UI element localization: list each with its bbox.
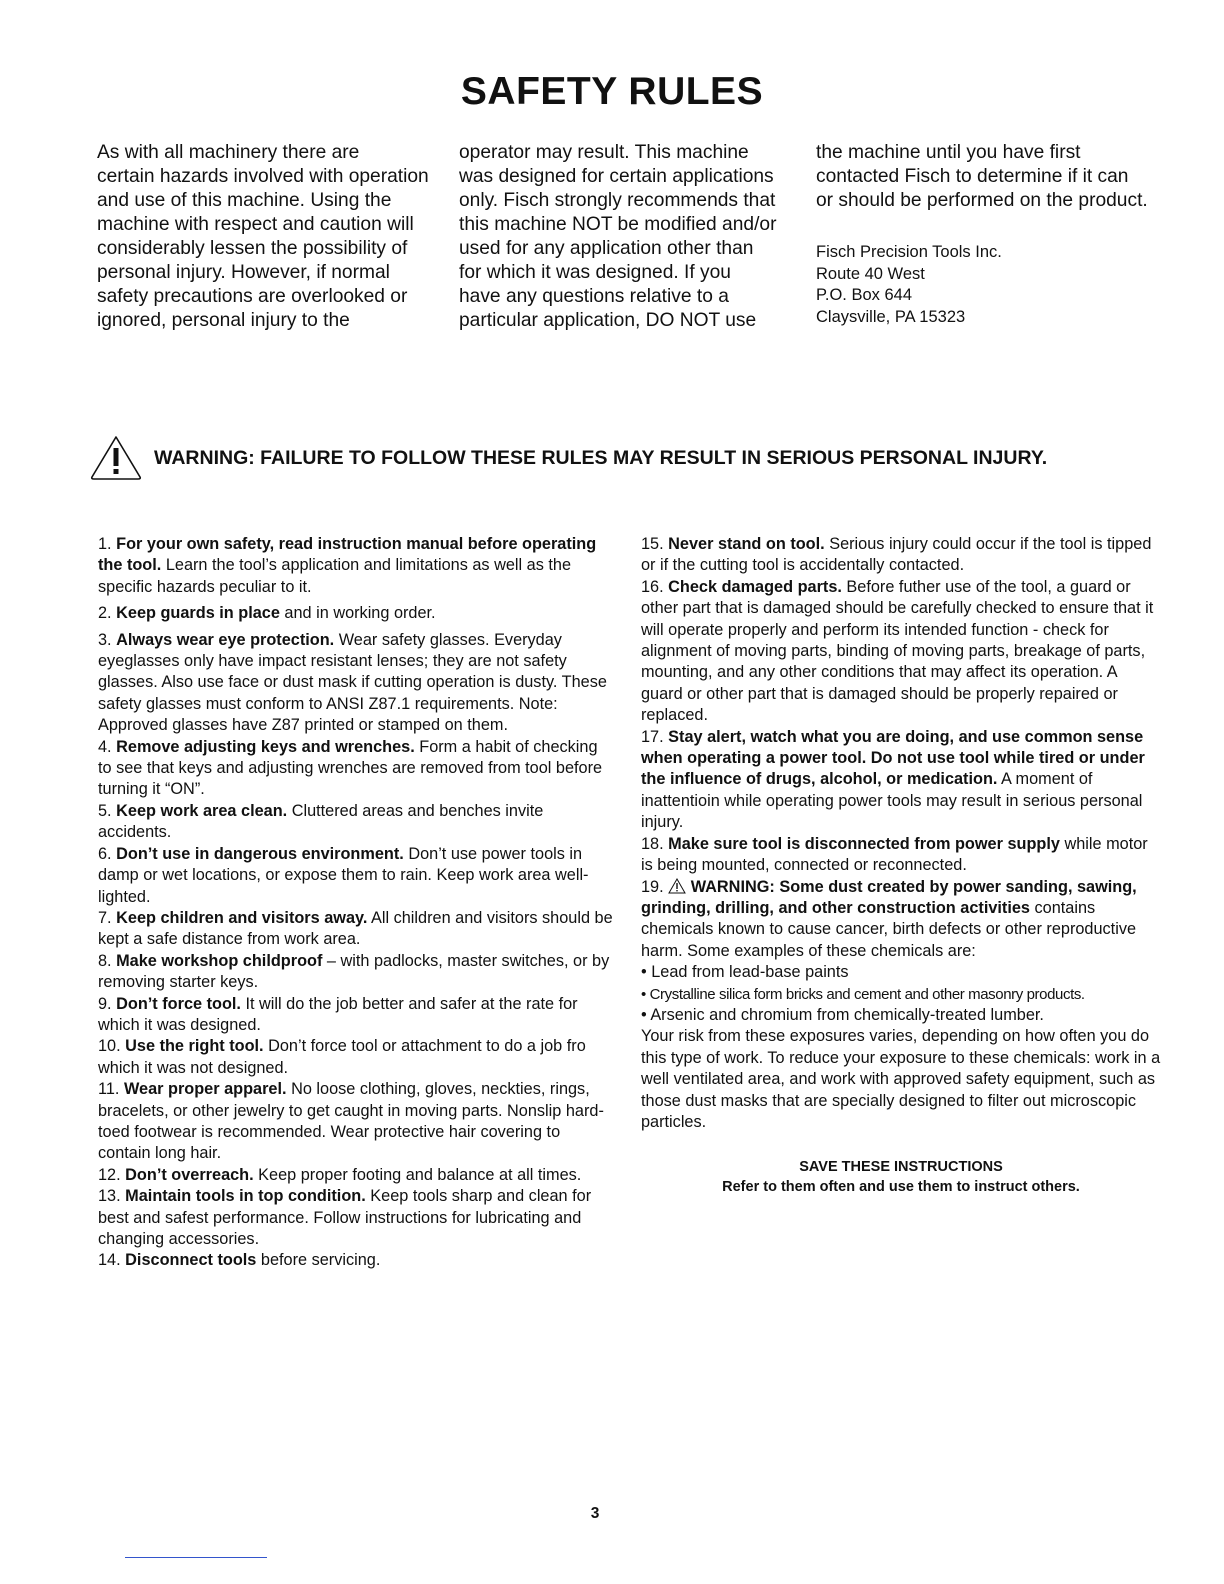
warning-triangle-icon [668,878,686,894]
rule-heading: Stay alert, watch what you are doing, and use common sense when operating a power tool. Do not use tool while tired or under the influence of drugs, alcohol, or medication. [641,727,1145,789]
rule-number: 8. [98,951,112,970]
rule-7 [98,908,613,951]
rule-text: Before futher use of the tool, a guard or other part that is damaged should be carefully checked to ensure that it will operate properly and perform its intended function - check for alignment of moving parts, binding of moving parts, breakage of parts, mounting, and any other conditions that may affect its operation. A guard or other part that is damaged should be properly repaired or replaced. [641,577,1154,725]
rule-number: 16. [641,577,664,596]
rule-text: contains chemicals known to cause cancer, birth defects or other reproductive harm. Some examples of these chemicals are: [641,898,1137,960]
rule-19 [641,877,1161,1134]
save-instructions [641,1157,1161,1197]
rule-text: Don’t force tool or attachment to do a job fro which it was not designed. [98,1037,586,1077]
rule-12 [98,1165,613,1186]
rule-heading: Disconnect tools [125,1251,257,1270]
rule-18 [641,834,1161,877]
rule-9 [98,994,613,1037]
rule-number: 7. [98,908,112,927]
warning-text: WARNING: FAILURE TO FOLLOW THESE RULES MAY RESULT IN SERIOUS PERSONAL INJURY. [154,447,1048,469]
rule-number: 12. [98,1165,121,1184]
rule-number: 18. [641,834,664,853]
chemical-bullet: • Crystalline silica form bricks and cement and other masonry products. [641,985,1085,1003]
rule-text: No loose clothing, gloves, neckties, rings, bracelets, or other jewelry to get caught in moving parts. Nonslip hard-toed footwear is recommended. Wear protective hair covering to contain long hair. [98,1080,604,1163]
rule-14 [98,1250,613,1271]
rule-17 [641,727,1161,834]
rule-text: Wear safety glasses. Everyday eyeglasses only have impact resistant lenses; they are not safety glasses. Also use face or dust mask if cutting operation is dusty. These safety glasses must conform to ANSI Z87.1 requirements. Note: Approved glasses have Z87 printed or stamped on them. [98,630,607,735]
rule-heading: Don’t overreach. [125,1165,254,1184]
rule-text: Don’t use power tools in damp or wet locations, or expose them to rain. Keep work area well-lighted. [98,844,589,906]
rule-text: Keep proper footing and balance at all times. [253,1165,582,1184]
rule-8 [98,951,613,994]
rule-number: 15. [641,535,664,553]
warning-banner [88,433,1188,483]
rule-1 [98,534,613,598]
rule-10 [98,1036,613,1079]
rule-text: Serious injury could occur if the tool is tipped or if the cutting tool is accidentally contacted. [641,535,1152,575]
rule-heading: Remove adjusting keys and wrenches. [116,737,415,756]
rule-heading: Keep work area clean. [116,801,288,820]
save-heading: SAVE THESE INSTRUCTIONS [799,1159,1003,1175]
rule-number: 9. [98,994,112,1013]
rule-heading: Make sure tool is disconnected from power supply [668,834,1060,853]
rule-text: Learn the tool’s application and limitations as well as the specific hazards peculiar to it. [98,556,571,596]
intro-column-1: As with all machinery there are certain hazards involved with operation and use of this machine. Using the machine with respect and caution will considerably lessen the possibility of personal injury. However, if normal safety precautions are overlooked or ignored, personal injury to the [97,142,429,331]
rule-number: 6. [98,844,112,863]
footer-divider [125,1557,267,1558]
warning-triangle-icon [88,433,144,483]
rule-heading: Check damaged parts. [668,577,842,596]
rule-text: Cluttered areas and benches invite accidents. [98,801,544,842]
page-title: SAFETY RULES [460,70,764,113]
rule-3 [98,630,613,737]
rule-text: All children and visitors should be kept a safe distance from work area. [98,908,613,949]
rule-text: before servicing. [256,1251,381,1270]
rule-heading: Don’t use in dangerous environment. [116,844,404,863]
rules-column-right [641,534,1161,1133]
rule-heading: Keep guards in place [116,604,280,623]
rule-heading: Use the right tool. [125,1037,264,1056]
rule-number: 14. [98,1251,121,1270]
rule-number: 3. [98,630,112,649]
rule-6 [98,844,613,908]
rule-text: while motor is being mounted, connected or reconnected. [641,834,1148,875]
rule-15 [641,534,1161,577]
rule-text: Form a habit of checking to see that keys and adjusting wrenches are removed from tool before turning it “ON”. [98,737,603,799]
rule-5 [98,801,613,844]
intro-column-3: the machine until you have first contacted Fisch to determine if it can or should be performed on the product. [816,142,1148,211]
page-number: 3 [590,1505,600,1522]
rule-heading: Never stand on tool. [668,535,825,553]
rule-number: 5. [98,801,112,820]
chemical-bullet: • Arsenic and chromium from chemically-treated lumber. [641,1005,1044,1024]
rule-16 [641,577,1161,727]
rule-heading: Don’t force tool. [116,994,241,1013]
rule-text: It will do the job better and safer at the rate for which it was designed. [98,994,578,1034]
rule-number: 1. [98,535,112,553]
intro-column-2: operator may result. This machine was designed for certain applications only. Fisch strongly recommends that this machine NOT be modified and/or used for any application other than for which it was designed. If you have any questions relative to a particular application, DO NOT use [459,142,777,331]
rule-heading: For your own safety, read instruction manual before operating the tool. [98,535,597,575]
rule-2 [98,603,613,624]
rule-number: 17. [641,727,664,746]
rule-heading: Always wear eye protection. [116,630,335,649]
rule-number: 11. [98,1080,120,1099]
rule-number: 2. [98,604,112,623]
rule-heading: Make workshop childproof [116,951,323,970]
rule-number: 4. [98,737,112,756]
rule-text: Keep tools sharp and clean for best and safest performance. Follow instructions for lubricating and changing accessories. [98,1187,592,1248]
company-address: Fisch Precision Tools Inc. Route 40 West P.O. Box 644 Claysville, PA 15323 [816,243,1002,326]
rule-number: 19. [641,877,664,896]
rule-19-tail: Your risk from these exposures varies, depending on how often you do this type of work. To reduce your exposure to these chemicals: work in a well ventilated area, and work with approved safety equipment, such as those dust masks that are specially designed to filter out microscopic particles. [641,1027,1161,1131]
rule-number: 13. [98,1187,121,1206]
save-subtext: Refer to them often and use them to instruct others. [722,1179,1080,1195]
rule-11 [98,1079,613,1165]
rule-heading: WARNING: Some dust created by power sanding, sawing, grinding, drilling, and other construction activities [641,877,1137,917]
rules-column-left [98,534,613,1272]
rule-4 [98,737,613,801]
rule-text: A moment of inattentioin while operating power tools may result in serious personal injury. [641,770,1143,832]
rule-heading: Keep children and visitors away. [116,908,368,927]
rule-heading: Wear proper apparel. [123,1080,287,1099]
rule-number: 10. [98,1037,121,1056]
rule-text: – with padlocks, master switches, or by removing starter keys. [98,951,610,992]
rule-heading: Maintain tools in top condition. [125,1187,366,1206]
rule-13 [98,1186,613,1250]
rule-text: and in working order. [279,604,436,623]
chemical-bullet: • Lead from lead-base paints [641,963,849,982]
